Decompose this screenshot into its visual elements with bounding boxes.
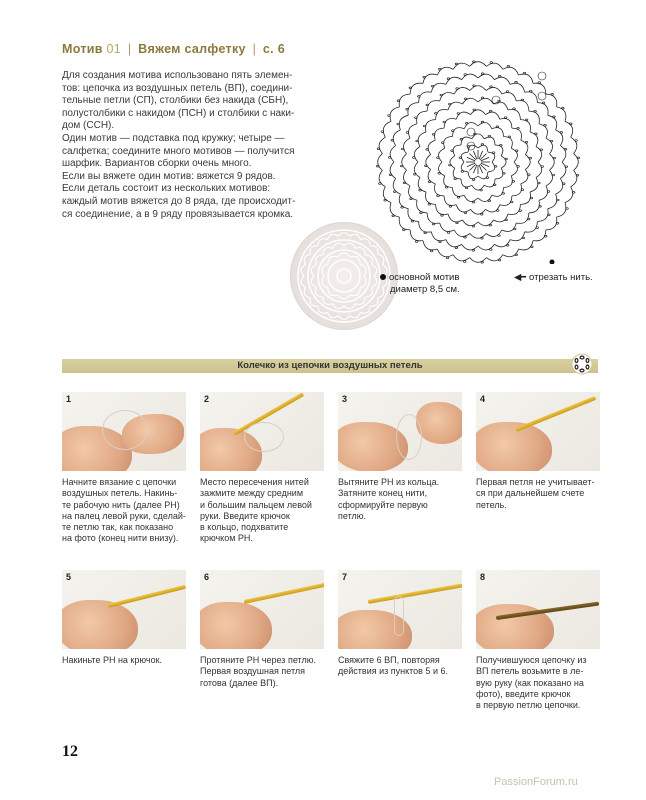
section-band — [62, 359, 598, 373]
chain-loop — [428, 140, 435, 154]
doily-loop — [328, 288, 338, 296]
legend-diameter: диаметр 8,5 см. — [390, 284, 460, 295]
chain-stitch — [465, 187, 468, 189]
chain-loop — [525, 92, 538, 103]
chain-loop — [486, 63, 502, 69]
intro-line: тельные петли (СП), столбики без накида (СБН), — [62, 95, 289, 107]
chain-loop — [446, 240, 462, 247]
doily-loop — [372, 265, 377, 277]
chain-stitch — [515, 81, 518, 83]
doily-loop — [360, 276, 366, 288]
row-marker-8 — [538, 92, 546, 100]
chain-loop — [478, 195, 492, 201]
chain-loop — [453, 188, 465, 197]
chain-loop — [393, 178, 400, 194]
chain-loop — [399, 194, 408, 209]
chain-loop — [556, 178, 563, 194]
chain-loop — [500, 118, 512, 128]
chain-loop — [529, 200, 539, 213]
caption-line: вую руку (как показано на — [476, 677, 584, 688]
chain-loop — [453, 255, 469, 261]
chain-loop — [417, 111, 427, 124]
header-separator: | — [252, 42, 257, 56]
chain-loop — [408, 103, 419, 116]
chain-loop — [478, 74, 494, 80]
chain-loop — [512, 184, 522, 196]
row-marker-9 — [538, 72, 546, 80]
chain-loop — [423, 74, 438, 83]
doily-loop — [333, 304, 345, 309]
step-7 — [338, 570, 462, 678]
chain-loop — [434, 184, 444, 196]
legend-main-label: основной мотив — [389, 272, 460, 283]
caption-line: Свяжите 6 ВП, повторяя — [338, 655, 440, 665]
chain-loop — [519, 241, 534, 250]
intro-line: Если деталь состоит из нескольких мотивов: — [62, 183, 271, 195]
step-number: 4 — [480, 394, 486, 404]
caption-line: воздушных петель. Накинь- — [62, 488, 178, 499]
doily-loop — [350, 234, 361, 239]
chain-stitch — [523, 72, 526, 74]
chain-loop — [434, 128, 444, 140]
step-1 — [62, 392, 186, 545]
chain-loop — [444, 137, 453, 149]
caption-line: петель. — [476, 499, 507, 510]
chain-loop — [494, 102, 509, 110]
chain-loop — [414, 147, 420, 163]
chain-stitch — [446, 257, 449, 259]
chain-loop — [492, 188, 504, 197]
chain-loop — [537, 103, 548, 116]
caption-line: на палец левой руки, сделай- — [62, 510, 186, 521]
step-photo — [200, 392, 324, 471]
chain-loop — [536, 162, 542, 178]
chain-loop — [546, 217, 557, 230]
chain-loop — [529, 111, 539, 124]
chain-loop — [521, 140, 528, 154]
step-photo — [200, 570, 324, 649]
chain-loop — [444, 176, 453, 188]
chain-loop — [419, 92, 432, 103]
chain-loop — [560, 162, 566, 178]
caption-line: Протяните РН через петлю. — [200, 655, 316, 665]
step-caption — [476, 477, 600, 511]
caption-line: и большим пальцем левой — [200, 499, 312, 510]
step-8 — [476, 570, 600, 711]
chain-loop — [520, 120, 530, 132]
chain-loop — [461, 179, 472, 187]
chain-loop — [462, 244, 478, 250]
chain-loop — [521, 170, 528, 184]
chain-loop — [565, 187, 573, 203]
chain-loop — [440, 223, 455, 231]
chain-loop — [486, 205, 500, 212]
chain-ring-icon — [570, 352, 594, 376]
doily-loop — [327, 312, 338, 317]
chain-loop — [486, 230, 502, 237]
chain-loop — [511, 162, 517, 176]
step-4 — [476, 392, 600, 511]
step-photo — [62, 570, 186, 649]
chain-loop — [512, 128, 522, 140]
caption-line: руки. Введите крючок — [200, 510, 290, 521]
step-photo — [476, 570, 600, 649]
chain-loop — [399, 115, 408, 130]
chain-loop — [456, 205, 470, 212]
chain-loop — [484, 179, 495, 187]
chain-loop — [525, 221, 538, 232]
chain-loop — [470, 234, 486, 239]
doily-loop — [350, 256, 360, 264]
step-photo — [338, 392, 462, 471]
chain-loop — [410, 230, 423, 241]
chain-loop — [508, 110, 520, 120]
step-caption — [200, 477, 324, 545]
step-caption — [62, 477, 186, 545]
header-number: 01 — [106, 42, 122, 56]
legend-main — [380, 272, 460, 296]
doily-loop — [322, 264, 328, 276]
step-caption — [62, 655, 186, 666]
chain-loop — [439, 162, 445, 176]
chain-loop — [571, 170, 577, 186]
chain-loop — [492, 128, 504, 137]
doily-loop — [360, 264, 366, 276]
step-photo — [62, 392, 186, 471]
chain-loop — [556, 130, 563, 146]
doily-loop — [304, 254, 310, 264]
chain-loop — [495, 168, 503, 179]
caption-line: готова (далее ВП). — [200, 677, 279, 688]
chain-loop — [511, 148, 517, 162]
intro-line: тов: цепочка из воздушных петель (ВП), соедини- — [62, 82, 293, 94]
chain-loop — [402, 154, 407, 170]
cut-arrow-icon: ◀━ — [514, 272, 526, 283]
chain-loop — [478, 98, 494, 104]
caption-line: сформируйте первую — [338, 499, 428, 510]
chain-loop — [439, 148, 445, 162]
header-page-ref: с. 6 — [262, 42, 285, 56]
chain-loop — [428, 170, 435, 184]
chain-loop — [502, 93, 517, 101]
chain-loop — [378, 154, 383, 171]
step-number: 5 — [66, 572, 72, 582]
intro-line: Для создания мотива использовано пять элемен- — [62, 70, 293, 81]
step-photo — [338, 570, 462, 649]
step-photo — [476, 392, 600, 471]
step-number: 1 — [66, 394, 72, 404]
page-header — [62, 42, 285, 56]
step-number: 3 — [342, 394, 348, 404]
chain-loop — [516, 213, 529, 223]
doily-loop — [311, 276, 316, 288]
caption-line: действия из пунктов 5 и 6. — [338, 666, 448, 677]
chain-loop — [383, 187, 391, 203]
chain-loop — [530, 178, 538, 193]
intro-line: шарфик. Вариантов сборки очень много. — [62, 158, 252, 170]
caption-line: петлю. — [338, 510, 367, 521]
legend-cut — [514, 272, 593, 283]
chain-loop — [419, 221, 432, 232]
chain-loop — [486, 112, 500, 119]
doily-loop — [311, 265, 316, 277]
section-title: Колечко из цепочки воздушных петель — [237, 360, 423, 371]
step-6 — [200, 570, 324, 689]
header-word: Мотив — [62, 42, 103, 56]
caption-line: в кольцо, подхватите — [200, 522, 289, 533]
chain-loop — [494, 240, 510, 247]
doily-loop — [350, 312, 361, 317]
chain-loop — [501, 156, 506, 168]
chain-loop — [557, 107, 566, 122]
chain-stitch — [488, 135, 491, 137]
doily-loop — [344, 243, 356, 248]
chain-loop — [403, 138, 410, 154]
chain-loop — [431, 83, 446, 92]
step-caption — [200, 655, 324, 689]
doily-loop — [301, 276, 305, 287]
chain-loop — [446, 77, 462, 84]
chain-loop — [453, 63, 469, 69]
chain-loop — [444, 118, 456, 128]
chain-loop — [454, 87, 470, 94]
step-5 — [62, 570, 186, 666]
chain-loop — [557, 203, 566, 218]
chain-loop — [470, 62, 487, 67]
caption-line: Начните вязание с цепочки — [62, 477, 177, 487]
chain-loop — [484, 137, 495, 145]
chain-loop — [399, 94, 410, 107]
caption-line: зажмите между средним — [200, 488, 304, 499]
chain-loop — [427, 101, 440, 111]
chain-loop — [440, 93, 455, 101]
chain-loop — [453, 168, 461, 179]
chain-loop — [423, 241, 438, 250]
caption-line: Место пересечения нитей — [200, 477, 309, 487]
doily-loop — [301, 265, 305, 276]
step-caption — [338, 655, 462, 678]
chain-loop — [461, 137, 472, 145]
chain-loop — [431, 232, 446, 241]
start-dot — [550, 260, 555, 265]
chain-loop — [450, 156, 455, 168]
chain-loop — [565, 121, 573, 137]
chain-loop — [393, 130, 400, 146]
chain-loop — [390, 107, 399, 122]
chain-loop — [390, 146, 396, 162]
chain-loop — [560, 146, 566, 162]
chain-stitch — [441, 215, 444, 217]
caption-line: Первая петля не учитывает- — [476, 477, 595, 487]
watermark: PassionForum.ru — [494, 776, 578, 788]
doily-loop — [338, 253, 350, 257]
chain-loop — [502, 223, 517, 231]
doily-loop — [328, 256, 338, 264]
doily-loop — [344, 304, 356, 309]
chain-loop — [504, 137, 513, 149]
caption-line: ВП петель возьмите в ле- — [476, 666, 584, 677]
step-number: 2 — [204, 394, 210, 404]
doily-loop — [350, 288, 360, 296]
intro-line: дом (ССН). — [62, 120, 115, 132]
caption-line: на фото (конец нити внизу). — [62, 533, 179, 544]
chain-loop — [471, 110, 486, 115]
chain-loop — [426, 192, 436, 204]
doily-loop — [338, 316, 349, 320]
doily-loop — [372, 276, 377, 288]
chain-loop — [417, 200, 427, 213]
chain-loop — [390, 203, 399, 218]
chain-loop — [399, 217, 410, 230]
row-marker-5 — [467, 128, 475, 136]
chain-loop — [470, 86, 486, 91]
doily-loop — [338, 233, 349, 237]
chain-loop — [516, 101, 529, 111]
intro-line: полустолбики с накидом (ПСН) и столбики с наки- — [62, 107, 295, 119]
chain-loop — [574, 154, 579, 171]
chain-loop — [436, 204, 448, 214]
chain-stitch — [507, 66, 510, 68]
doily-loop — [304, 287, 310, 297]
chain-stitch — [439, 241, 442, 243]
chain-loop — [546, 94, 557, 107]
chain-loop — [533, 230, 546, 241]
chain-loop — [503, 67, 519, 75]
caption-line: фото), введите крючок — [476, 688, 571, 699]
step-number: 7 — [342, 572, 348, 582]
chain-loop — [539, 186, 547, 201]
chain-loop — [494, 77, 510, 84]
chain-loop — [436, 110, 448, 120]
crochet-diagram — [376, 58, 580, 264]
chain-stitch — [430, 250, 433, 252]
chain-loop — [427, 213, 440, 223]
intro-line: Один мотив — подставка под кружку; четыре — — [62, 132, 285, 144]
caption-line: те рабочую нить (далее РН) — [62, 499, 180, 510]
intro-line: салфетка; соедините много мотивов — получится — [62, 145, 295, 157]
chain-loop — [410, 83, 423, 94]
chain-loop — [463, 220, 479, 226]
chain-loop — [453, 145, 461, 156]
bullet-dot-icon — [380, 274, 386, 280]
doily-loop — [322, 276, 328, 288]
row-marker-4 — [467, 142, 475, 150]
chain-loop — [470, 258, 487, 263]
chain-loop — [519, 74, 534, 83]
chain-loop — [390, 162, 396, 178]
intro-text — [62, 70, 332, 221]
intro-line: каждый мотив вяжется до 8 ряда, где происходит- — [62, 195, 296, 207]
doily-loop — [327, 234, 338, 239]
doily-loop — [333, 243, 345, 248]
step-caption — [338, 477, 462, 522]
chain-loop — [426, 120, 436, 132]
caption-line: те петлю так, как показано — [62, 522, 174, 533]
chain-loop — [478, 123, 492, 129]
chain-stitch — [456, 222, 459, 224]
chain-loop — [525, 155, 530, 170]
header-separator: | — [127, 42, 132, 56]
chain-loop — [520, 192, 530, 204]
chain-loop — [471, 209, 486, 214]
chain-loop — [486, 255, 502, 261]
doily-loop — [338, 295, 350, 299]
chain-loop — [486, 87, 502, 94]
chain-loop — [444, 196, 456, 206]
chain-loop — [383, 121, 391, 137]
step-caption — [476, 655, 600, 711]
caption-line: Вытяните РН из кольца. — [338, 477, 440, 487]
header-title: Вяжем салфетку — [138, 42, 246, 56]
chain-stitch — [506, 91, 509, 93]
chain-loop — [448, 214, 463, 222]
caption-line: в первую петлю цепочки. — [476, 700, 581, 711]
step-3 — [338, 392, 462, 522]
legend-cut-label: отрезать нить. — [529, 272, 593, 283]
chain-loop — [510, 83, 525, 92]
chain-loop — [453, 128, 465, 137]
step-number: 6 — [204, 572, 210, 582]
page-number: 12 — [62, 743, 78, 760]
chain-loop — [548, 115, 557, 130]
caption-line: ся при дальнейшем счете — [476, 488, 585, 499]
chain-stitch — [447, 232, 450, 234]
chain-loop — [500, 196, 512, 206]
chain-loop — [510, 232, 525, 241]
caption-line: Первая воздушная петля — [200, 666, 306, 677]
chain-loop — [418, 132, 426, 147]
chain-loop — [437, 249, 453, 257]
caption-line: Накиньте РН на крючок. — [62, 655, 163, 665]
chain-stitch — [513, 108, 516, 110]
caption-line: крючком РН. — [200, 533, 253, 544]
caption-line: Получившуюся цепочку из — [476, 655, 587, 665]
intro-line: ся соединение, а в 9 ряду провязывается кромка. — [62, 208, 294, 220]
chain-loop — [495, 145, 503, 156]
chain-loop — [504, 176, 513, 188]
chain-loop — [456, 112, 470, 119]
intro-line: Если вы вяжете один мотив: вяжется 9 рядов. — [62, 170, 276, 182]
chain-loop — [546, 170, 553, 186]
chain-loop — [454, 230, 470, 237]
chain-loop — [426, 155, 431, 170]
chain-loop — [464, 195, 478, 201]
chain-loop — [408, 209, 419, 222]
chain-loop — [548, 194, 557, 209]
caption-line: Затяните конец нити, — [338, 488, 428, 499]
chain-loop — [508, 204, 520, 214]
chain-loop — [550, 154, 555, 170]
step-2 — [200, 392, 324, 545]
step-number: 8 — [480, 572, 486, 582]
chain-loop — [409, 124, 417, 139]
chain-loop — [537, 209, 548, 222]
chain-loop — [379, 137, 385, 153]
